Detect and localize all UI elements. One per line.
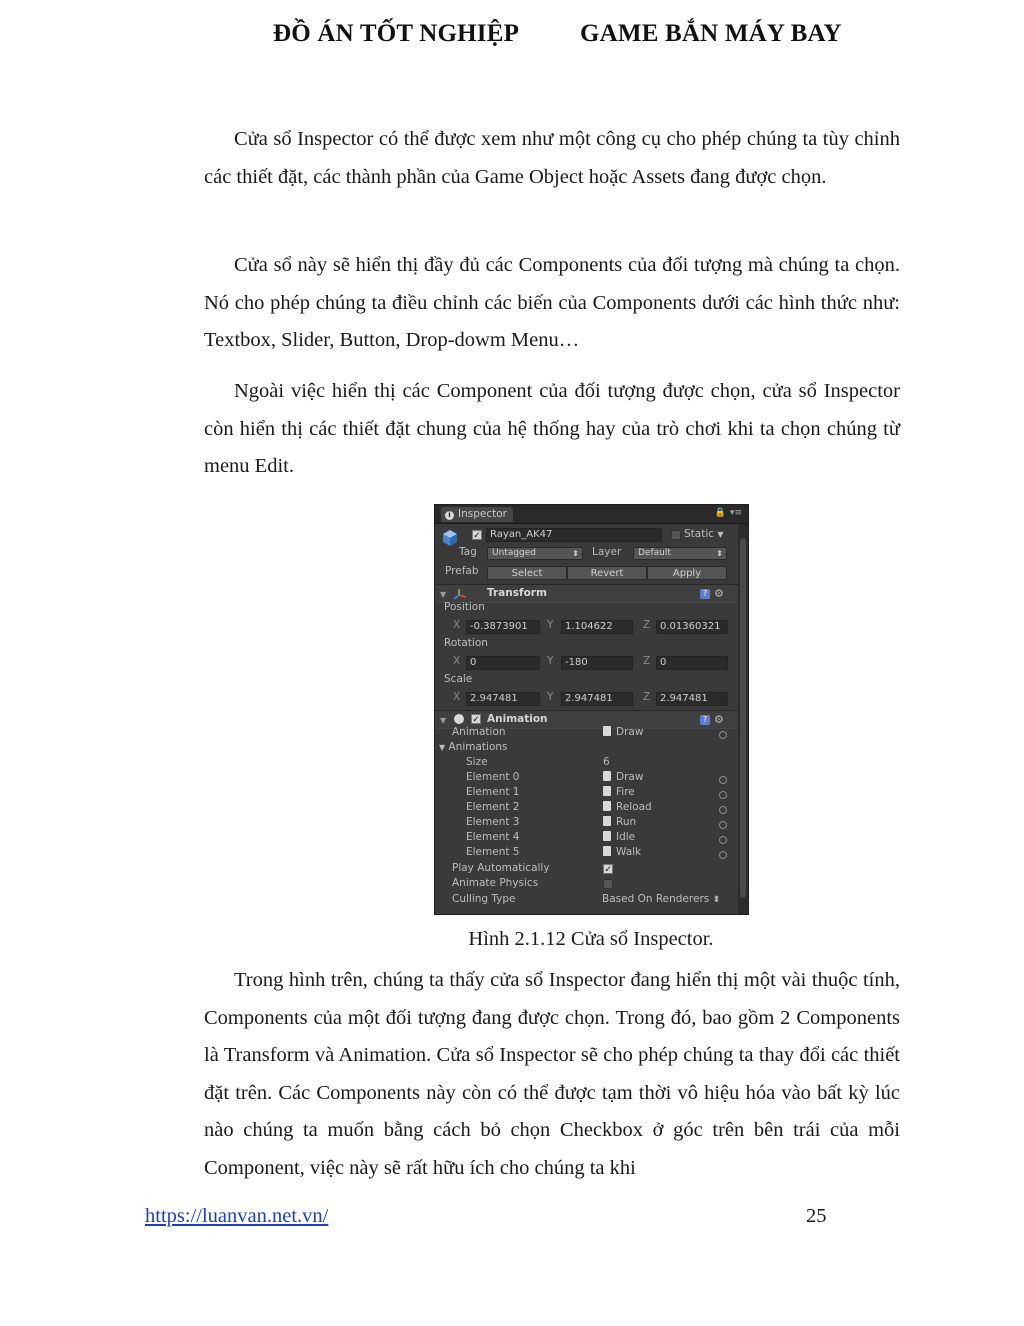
gear-icon[interactable]: ⚙ [714, 587, 724, 600]
cube-icon [442, 529, 458, 547]
element-value-text: Fire [616, 786, 635, 798]
element-value[interactable] [603, 771, 643, 783]
menu-icon[interactable]: ▾≡ [729, 508, 742, 518]
element-value[interactable] [603, 831, 635, 843]
position-x-field[interactable]: -0.3873901 [466, 620, 540, 634]
scale-z-field[interactable]: 2.947481 [656, 692, 728, 706]
dropdown-arrow-icon: ⬍ [572, 549, 579, 558]
inspector-tab[interactable] [441, 507, 513, 522]
prefab-apply-button[interactable]: Apply [647, 566, 727, 580]
prefab-select-button[interactable]: Select [487, 566, 567, 580]
layer-label: Layer [592, 546, 622, 558]
element-value[interactable] [603, 846, 641, 858]
layer-dropdown-value: Default [638, 548, 671, 558]
inspector-screenshot [434, 504, 749, 915]
animation-clip-value: Draw [616, 726, 644, 738]
rotation-x-field[interactable]: 0 [466, 656, 540, 670]
scale-x-field[interactable]: 2.947481 [466, 692, 540, 706]
figure-caption: Hình 2.1.12 Cửa sổ Inspector. [468, 928, 714, 950]
scale-label: Scale [444, 673, 473, 685]
scale-x-label: X [453, 691, 461, 703]
size-label: Size [466, 756, 488, 768]
tag-dropdown[interactable] [487, 547, 583, 560]
rotation-label: Rotation [444, 637, 488, 649]
tag-dropdown-value: Untagged [492, 548, 537, 558]
active-checkbox[interactable]: ✓ [473, 531, 481, 541]
animation-clip-icon [603, 846, 611, 856]
inspector-tab-label: Inspector [458, 508, 507, 520]
dropdown-arrow-icon: ⬍ [712, 895, 721, 905]
prefab-label: Prefab [445, 565, 479, 577]
foldout-triangle-icon[interactable]: ▼ [440, 590, 447, 599]
scale-y-field[interactable]: 2.947481 [561, 692, 633, 706]
static-checkbox[interactable] [671, 530, 681, 540]
inspector-tab-bar [435, 505, 748, 524]
element-label: Element 2 [466, 801, 520, 813]
object-picker-icon[interactable] [719, 821, 727, 829]
element-label: Element 0 [466, 771, 520, 783]
rotation-z-label: Z [643, 655, 651, 667]
rotation-z-field[interactable]: 0 [656, 656, 728, 670]
object-picker-icon[interactable] [719, 836, 727, 844]
object-picker-icon[interactable] [719, 791, 727, 799]
animation-clip-icon [603, 726, 611, 736]
element-label: Element 5 [466, 846, 520, 858]
animations-foldout[interactable] [439, 741, 508, 753]
element-value-text: Walk [616, 846, 642, 858]
animation-clip-icon [603, 771, 611, 781]
rotation-y-label: Y [547, 655, 554, 667]
chevron-down-icon: ▼ [717, 530, 724, 539]
element-label: Element 4 [466, 831, 520, 843]
object-picker-icon[interactable] [719, 776, 727, 784]
paragraph-1: Cửa sổ Inspector có thể được xem như một công cụ cho phép chúng ta tùy chỉnh các thiết đặt, các thành phần của Game Object hoặc Assets đang được chọn. [204, 128, 900, 188]
prefab-revert-button[interactable]: Revert [567, 566, 647, 580]
animation-field-label: Animation [452, 726, 506, 738]
element-value-text: Reload [616, 801, 652, 813]
help-book-icon[interactable]: ? [700, 589, 710, 599]
object-picker-icon[interactable] [719, 806, 727, 814]
transform-axes-icon [453, 588, 467, 600]
element-value-text: Run [616, 816, 637, 828]
scrollbar[interactable] [738, 524, 748, 914]
position-x-label: X [453, 619, 461, 631]
footer-link[interactable]: https://luanvan.net.vn/ [145, 1205, 329, 1227]
object-picker-icon[interactable] [719, 851, 727, 859]
paragraph-3: Ngoài việc hiển thị các Component của đối tượng được chọn, cửa sổ Inspector còn hiển thị các thiết đặt chung của hệ thống hay của trò chơi khi ta chọn chúng từ menu Edit. [204, 380, 900, 477]
animate-physics-label: Animate Physics [452, 877, 539, 889]
animation-clip-icon [603, 786, 611, 796]
animate-physics-checkbox[interactable] [603, 879, 613, 889]
culling-type-value: Based On Renderers [602, 893, 710, 905]
animation-clip-icon [603, 801, 611, 811]
layer-dropdown[interactable] [633, 547, 727, 560]
rotation-y-field[interactable]: -180 [561, 656, 633, 670]
page-number: 25 [806, 1205, 827, 1227]
scrollbar-thumb[interactable] [740, 538, 746, 898]
culling-type-label: Culling Type [452, 893, 516, 905]
position-z-label: Z [643, 619, 651, 631]
animation-clip-icon [603, 816, 611, 826]
element-value[interactable] [603, 816, 636, 828]
foldout-triangle-icon[interactable]: ▼ [440, 716, 447, 725]
rotation-x-label: X [453, 655, 461, 667]
gear-icon[interactable]: ⚙ [714, 713, 724, 726]
tag-label: Tag [459, 546, 477, 558]
position-label: Position [444, 601, 485, 613]
element-value-text: Idle [616, 831, 636, 843]
static-label [684, 528, 724, 540]
position-y-label: Y [547, 619, 554, 631]
dropdown-arrow-icon: ⬍ [716, 549, 723, 558]
paragraph-4: Trong hình trên, chúng ta thấy cửa sổ Inspector đang hiển thị một vài thuộc tính, Components của một đối tượng đang được chọn. Trong đó, bao gồm 2 Components là Transform và Animation. Cửa sổ Inspector sẽ cho phép chúng ta thay đổi các thiết đặt trên. Các Components này còn có thể được tạm thời vô hiệu hóa vào bất kỳ lúc nào chúng ta muốn bằng cách bỏ chọn Checkbox ở góc trên bên trái của mỗi Component, việc này sẽ rất hữu ích cho chúng ta khi [204, 969, 900, 1179]
help-book-icon[interactable]: ? [700, 715, 710, 725]
header-title-right: GAME BẮN MÁY BAY [580, 20, 842, 47]
lock-icon[interactable]: 🔒 [714, 508, 726, 518]
foldout-triangle-icon: ▼ [439, 743, 446, 752]
transform-title: Transform [487, 587, 547, 599]
element-label: Element 1 [466, 786, 520, 798]
position-y-field[interactable]: 1.104622 [561, 620, 633, 634]
object-name-input[interactable]: Rayan_AK47 [486, 528, 662, 542]
animation-title: Animation [487, 713, 548, 725]
static-label-text: Static [684, 528, 715, 540]
play-automatically-label: Play Automatically [452, 862, 550, 874]
info-icon: i [445, 511, 454, 520]
scale-z-label: Z [643, 691, 651, 703]
paragraph-2: Cửa sổ này sẽ hiển thị đầy đủ các Components của đối tượng mà chúng ta chọn. Nó cho phép chúng ta điều chỉnh các biến của Components dưới các hình thức như: Textbox, Slider, Button, Drop-dowm Menu… [204, 254, 900, 351]
position-z-field[interactable]: 0.01360321 [656, 620, 728, 634]
animation-component-icon [454, 714, 464, 724]
element-value[interactable] [603, 786, 635, 798]
size-value[interactable]: 6 [603, 756, 610, 768]
scale-y-label: Y [547, 691, 554, 703]
element-value[interactable] [603, 801, 652, 813]
header-title-left: ĐỒ ÁN TỐT NGHIỆP [273, 20, 520, 47]
animations-label: Animations [448, 741, 508, 753]
element-value-text: Draw [616, 771, 644, 783]
object-picker-icon[interactable] [719, 731, 727, 739]
culling-type-dropdown[interactable] [602, 893, 720, 905]
animation-enabled-checkbox[interactable]: ✓ [472, 715, 480, 725]
element-label: Element 3 [466, 816, 520, 828]
play-automatically-checkbox[interactable]: ✓ [604, 865, 612, 875]
animation-clip-field[interactable] [603, 726, 643, 738]
animation-clip-icon [603, 831, 611, 841]
